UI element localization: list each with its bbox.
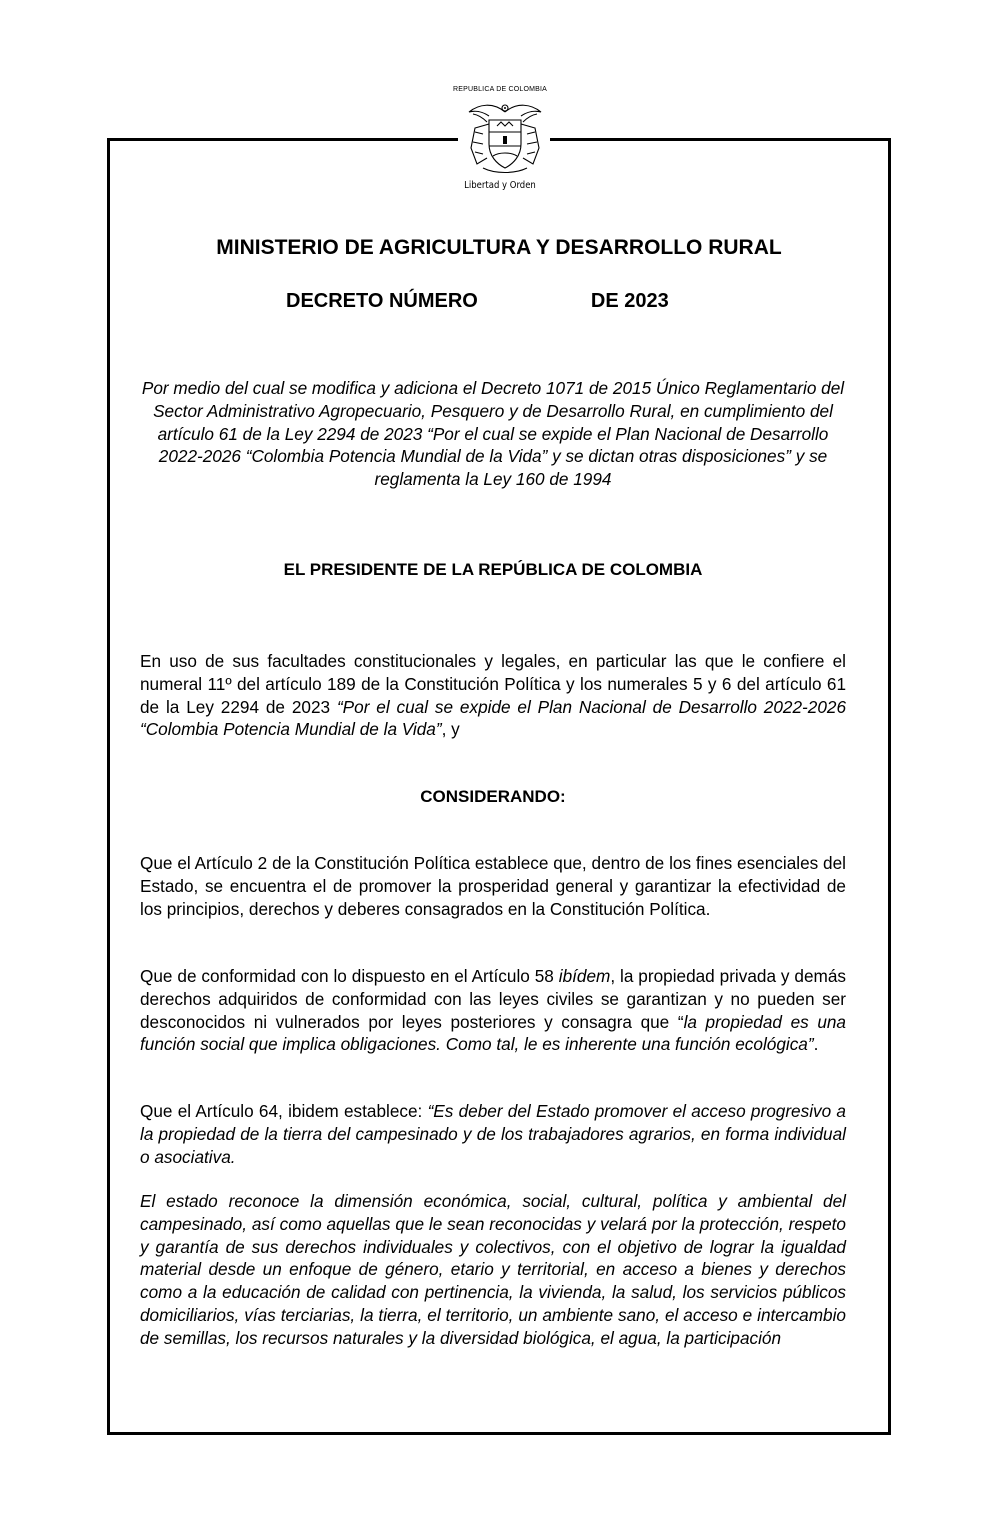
paragraph-article-64: [140, 1100, 846, 1168]
seal-motto: Libertad y Orden: [464, 180, 536, 191]
faculties-text: En uso de sus facultades constitucionales y legales, en particular las que le confiere el numeral 11º del artículo 189 de la Constitución Política y los numerales 5 y 6 del artículo 61 de la Ley 2294 de 2023: [140, 651, 846, 717]
paragraph-article-2: Que el Artículo 2 de la Constitución Política establece que, dentro de los fines esenciales del Estado, se encuentra el de promover la prosperidad general y garantizar la efectividad de los principios, derechos y deberes consagrados en la Constitución Política.: [140, 853, 846, 919]
paragraph-campesinado: El estado reconoce la dimensión económica, social, cultural, política y ambiental del campesinado, así como aquellas que le sean reconocidas y velará por la protección, respeto y garantía de sus derechos individuales y colectivos, con el objetivo de lograr la igualdad material desde un enfoque de género, etario y territorial, en acceso a bienes y derechos como a la educación de calidad con pertinencia, la vivienda, la salud, los servicios públicos domiciliarios, vías terciarias, la tierra, el territorio, un ambiente sano, el acceso e intercambio de semillas, los recursos naturales y la diversidad biológica, el agua, la participación: [140, 1191, 846, 1348]
faculties-italic: “Por el cual se expide el Plan Nacional de Desarrollo 2022-2026 “Colombia Potencia Mundial de la Vida”: [140, 696, 846, 740]
decree-label: DECRETO NÚMERO: [286, 290, 478, 312]
art58-ibidem: ibídem: [558, 966, 611, 986]
art58-text-a: Que de conformidad con lo dispuesto en el Artículo 58: [140, 966, 559, 986]
decree-year: DE 2023: [590, 290, 669, 312]
faculties-paragraph: [140, 650, 846, 741]
ministry-title: MINISTERIO DE AGRICULTURA Y DESARROLLO RURAL: [216, 236, 782, 259]
faculties-end: , y: [441, 719, 460, 740]
art58-text-c: , la propiedad privada y demás derechos adquiridos de conformidad con las leyes civiles se garantizan y no pueden ser desconocidos ni vulnerados por leyes posteriores y consagra que “: [140, 966, 846, 1032]
decree-subject: Por medio del cual se modifica y adiciona el Decreto 1071 de 2015 Único Reglamentario del Sector Administrativo Agropecuario, Pesquero y de Desarrollo Rural, en cumplimiento del artículo 61 de la Ley 2294 de 2023 “Por el cual se expide el Plan Nacional de Desarrollo 2022-2026 “Colombia Potencia Mundial de la Vida” y se dictan otras disposiciones” y se reglamenta la Ley 160 de 1994: [141, 378, 845, 490]
decree-number-line: [286, 290, 669, 313]
art64-text: Que el Artículo 64, ibidem establece:: [140, 1101, 428, 1121]
art58-quote: la propiedad es una función social que implica obligaciones. Como tal, le es inherente una función ecológica”: [140, 1011, 846, 1055]
paragraph-article-58: [140, 965, 846, 1056]
considering-heading: CONSIDERANDO:: [420, 787, 566, 806]
coat-of-arms-icon: [463, 98, 547, 178]
seal-caption: REPUBLICA DE COLOMBIA: [452, 86, 548, 93]
art58-end: .: [813, 1034, 819, 1055]
art64-quote: “Es deber del Estado promover el acceso progresivo a la propiedad de la tierra del campesinado y de los trabajadores agrarios, en forma individual o asociativa.: [140, 1101, 846, 1167]
president-heading: EL PRESIDENTE DE LA REPÚBLICA DE COLOMBIA: [283, 560, 703, 579]
